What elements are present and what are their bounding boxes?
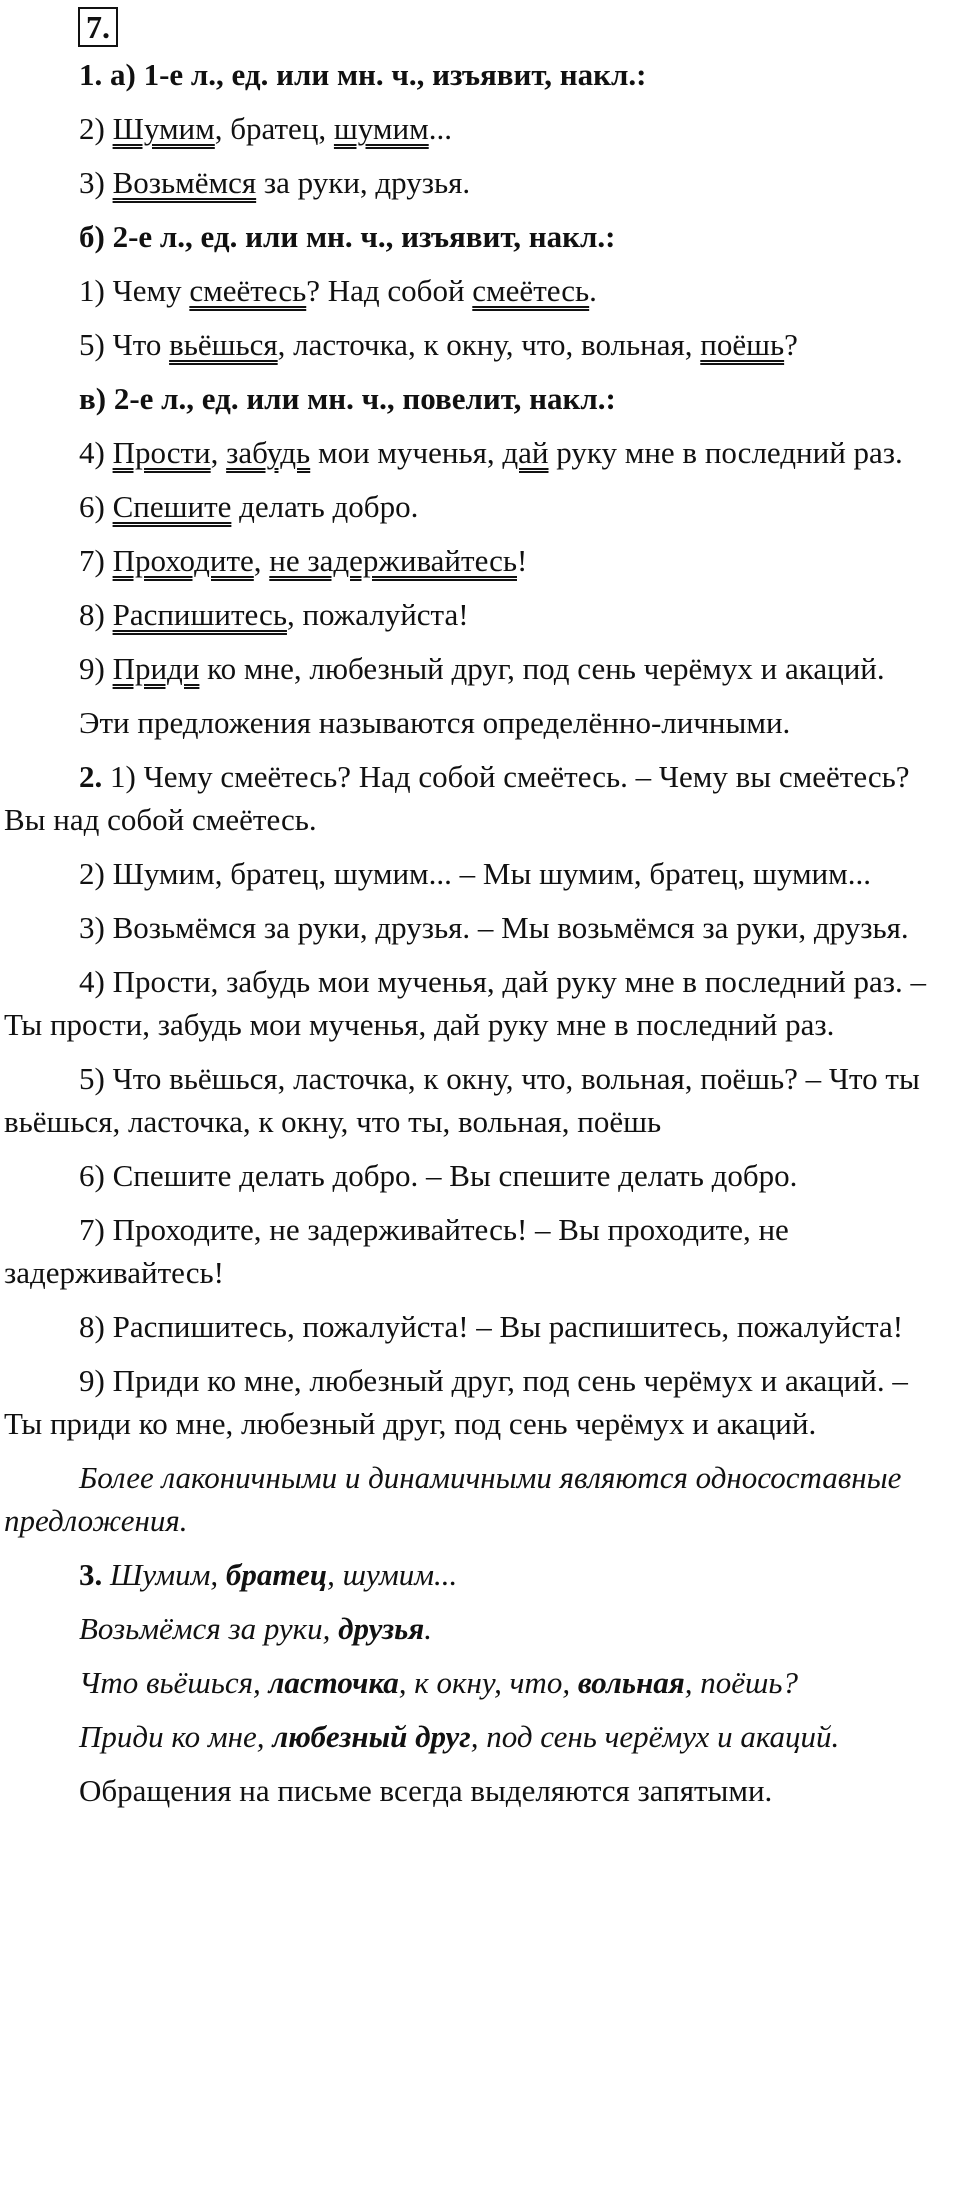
section-a-heading: 1. а) 1-е л., ед. или мн. ч., изъявит, накл.: [79,57,647,92]
predicate: Приди [112,651,200,686]
part3-number: 3. [79,1557,103,1592]
address-word: братец [225,1557,328,1592]
part3-line-3: Что вьёшься, ласточка, к окну, что, вольная, поёшь? [79,1665,799,1700]
sentence-2: 2) Шумим, братец, шумим... [79,111,452,146]
predicate: дай [502,435,549,470]
address-word: ласточка [268,1665,399,1700]
part2-conclusion: Более лаконичными и динамичными являются односоставные предложения. [4,1460,902,1538]
predicate: Возьмёмся [112,165,257,200]
part2-item-1: 2. 1) Чему смеётесь? Над собой смеётесь. – Чему вы смеётесь? Вы над собой смеётесь. [4,759,910,837]
part2-item-7: 7) Проходите, не задерживайтесь! – Вы проходите, не задерживайтесь! [4,1212,789,1290]
predicate: Проходите [112,543,254,578]
sentence-4: 4) Прости, забудь мои мученья, дай руку мне в последний раз. [79,435,903,470]
section-v-heading: в) 2-е л., ед. или мн. ч., повелит, накл.: [79,381,616,416]
exercise-number: 7. [78,7,118,47]
part2-item-3: 3) Возьмёмся за руки, друзья. – Мы возьмёмся за руки, друзья. [79,910,909,945]
predicate: поёшь [700,327,785,362]
part2-item-8: 8) Распишитесь, пожалуйста! – Вы распишитесь, пожалуйста! [79,1309,904,1344]
sentence-3: 3) Возьмёмся за руки, друзья. [79,165,471,200]
predicate: Распишитесь [112,597,287,632]
address-word: любезный друг [272,1719,471,1754]
part2-number: 2. [79,759,103,794]
part2-item-9: 9) Приди ко мне, любезный друг, под сень черёмух и акаций. – Ты приди ко мне, любезный друг, под сень черёмух и акаций. [4,1363,908,1441]
part2-item-5: 5) Что вьёшься, ласточка, к окну, что, вольная, поёшь? – Что ты вьёшься, ласточка, к окну, что ты, вольная, поёшь [4,1061,920,1139]
section-b-heading: б) 2-е л., ед. или мн. ч., изъявит, накл.: [79,219,616,254]
part2-item-6: 6) Спешите делать добро. – Вы спешите делать добро. [79,1158,798,1193]
sentence-9: 9) Приди ко мне, любезный друг, под сень черёмух и акаций. [79,651,885,686]
sentence-1: 1) Чему смеётесь? Над собой смеётесь. [79,273,597,308]
part2-item-2: 2) Шумим, братец, шумим... – Мы шумим, братец, шумим... [79,856,872,891]
part3-line-1: 3. Шумим, братец, шумим... [79,1557,458,1592]
predicate: вьёшься [169,327,278,362]
address-word: вольная [577,1665,685,1700]
sentence-5: 5) Что вьёшься, ласточка, к окну, что, вольная, поёшь? [79,327,798,362]
sentence-8: 8) Распишитесь, пожалуйста! [79,597,469,632]
sentence-6: 6) Спешите делать добро. [79,489,419,524]
part1-conclusion: Эти предложения называются определённо-личными. [79,705,791,740]
part3-conclusion: Обращения на письме всегда выделяются запятыми. [79,1773,773,1808]
predicate: смеётесь [472,273,590,308]
part2-item-4: 4) Прости, забудь мои мученья, дай руку мне в последний раз. – Ты прости, забудь мои мученья, дай руку мне в последний раз. [4,964,927,1042]
address-word: друзья [338,1611,425,1646]
part3-line-4: Приди ко мне, любезный друг, под сень черёмух и акаций. [79,1719,840,1754]
predicate: Прости [112,435,211,470]
predicate: шумим [333,111,429,146]
predicate: забудь [226,435,311,470]
sentence-7: 7) Проходите, не задерживайтесь! [79,543,528,578]
predicate: не задерживайтесь [269,543,517,578]
predicate: Спешите [112,489,232,524]
predicate: Шумим [112,111,215,146]
predicate: смеётесь [189,273,307,308]
part3-line-2: Возьмёмся за руки, друзья. [79,1611,432,1646]
